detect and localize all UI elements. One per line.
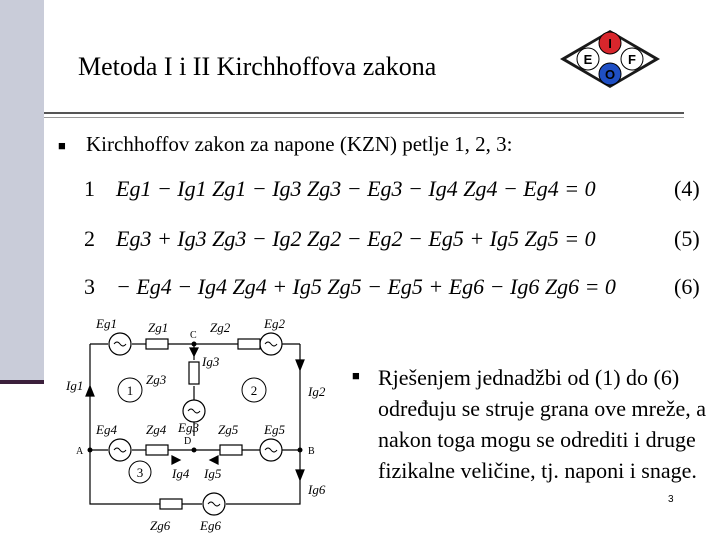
bullet-square-icon: ■ [58,138,66,153]
label-ig1: Ig1 [66,378,84,393]
equation-2-tag: (5) [674,226,700,251]
label-ig4: Ig4 [172,466,190,481]
result-bullet-text: Rješenjem jednadžbi od (1) do (6) određuju se struje grana ove mreže, a nakon toga mogu se odrediti i druge fizikalne veličine, tj. naponi i snage. [378,365,707,483]
impedance-zg2 [238,339,260,349]
label-ig3: Ig3 [202,354,220,369]
label-eg3: Eg3 [178,420,199,435]
node-c-label: C [190,330,197,341]
node-a-label: A [76,446,84,457]
left-accent-bar [0,0,44,384]
title-rule-thin [44,117,684,118]
logo-letter-e: E [583,52,593,67]
kzn-bullet-text: Kirchhoffov zakon za napone (KZN) petlje 1, 2, 3: [86,132,513,156]
impedance-zg4 [146,445,168,455]
impedance-zg6 [160,499,182,509]
logo-letter-i: I [608,36,612,51]
node-b-label: B [308,446,315,457]
equation-1: Eg1 − Ig1 Zg1 − Ig3 Zg3 − Eg3 − Ig4 Zg4 − Eg4 = 0 [116,176,596,201]
loop-label-2: 2 [250,383,258,398]
label-eg1: Eg1 [96,316,117,331]
node-d-label: D [184,436,192,447]
label-zg5: Zg5 [218,422,239,437]
equation-3-loop: 3 [84,274,95,299]
label-eg5: Eg5 [264,422,285,437]
impedance-zg3 [189,362,199,384]
equation-1-tag: (4) [674,176,700,201]
left-accent-bar-edge [0,380,44,384]
equation-1-loop: 1 [84,176,95,201]
label-eg4: Eg4 [96,422,117,437]
logo-letter-f: F [628,52,636,67]
label-ig5: Ig5 [204,466,222,481]
label-zg3: Zg3 [146,372,167,387]
label-zg2: Zg2 [210,320,231,335]
label-zg1: Zg1 [148,320,169,335]
label-ig6: Ig6 [308,482,326,497]
label-zg6: Zg6 [150,518,171,533]
equation-3: − Eg4 − Ig4 Zg4 + Ig5 Zg5 − Eg5 + Eg6 − Ig6 Zg6 = 0 [116,274,616,299]
equation-2: Eg3 + Ig3 Zg3 − Ig2 Zg2 − Eg2 − Eg5 + Ig5 Zg5 = 0 [116,226,596,251]
impedance-zg5 [220,445,242,455]
circuit-diagram [60,308,350,540]
label-ig2: Ig2 [308,384,326,399]
impedance-zg1 [146,339,168,349]
label-eg2: Eg2 [264,316,285,331]
logo-letter-o: O [604,67,616,82]
title-rule [44,112,684,114]
label-zg4: Zg4 [146,422,167,437]
equation-3-tag: (6) [674,274,700,299]
page-number: 3 [668,494,674,505]
equation-2-loop: 2 [84,226,95,251]
bullet-square-icon-2: ■ [352,368,360,383]
label-eg6: Eg6 [200,518,221,533]
loop-label-1: 1 [126,383,134,398]
loop-label-3: 3 [136,465,144,480]
ieof-logo [558,28,662,90]
slide-title: Metoda I i II Kirchhoffova zakona [78,52,437,81]
